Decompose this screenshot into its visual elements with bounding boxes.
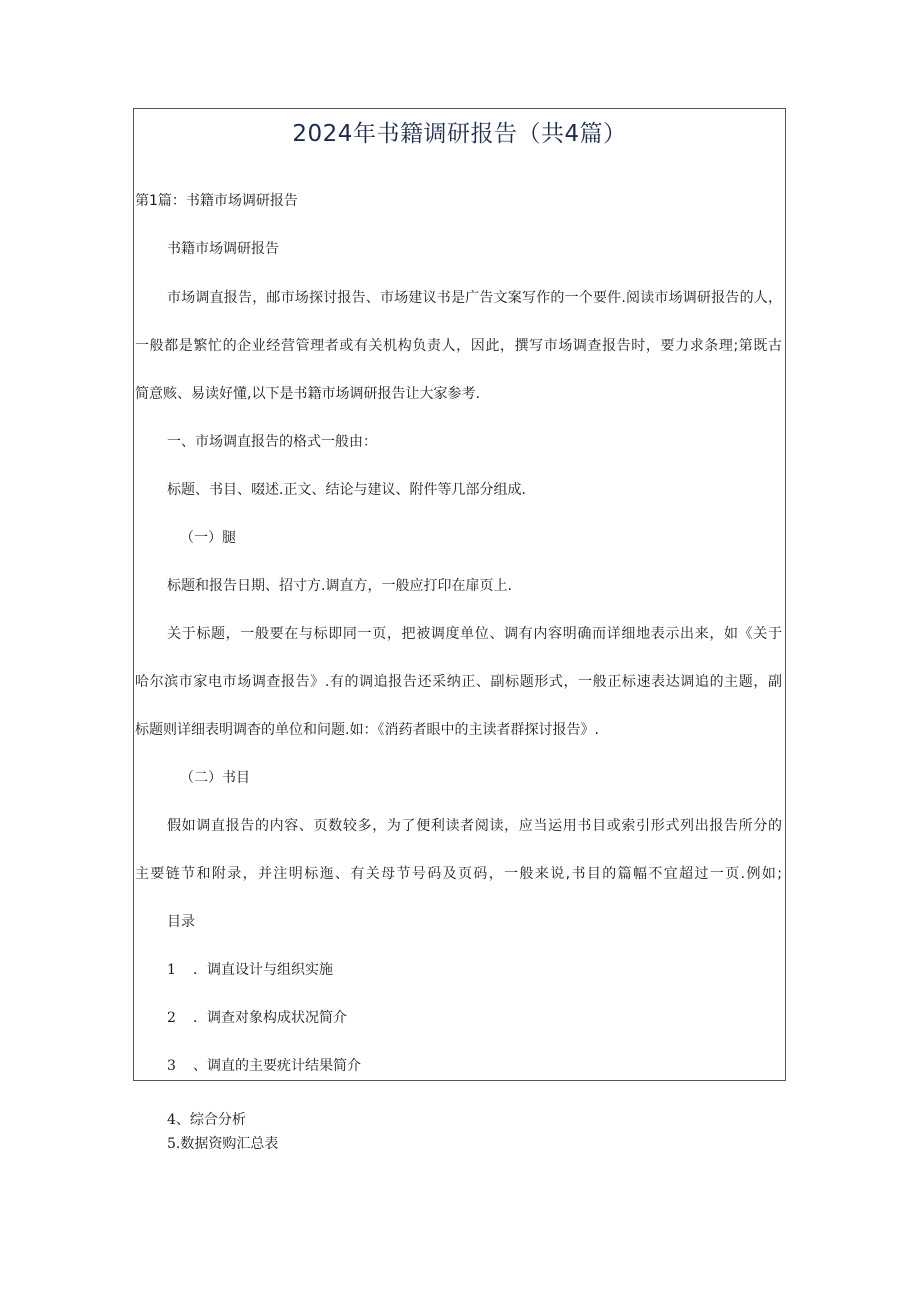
subsection-two-body-line-1: 假如调直报告的内容、页数较多，为了便利读者阅读，应当运用书目或索引形式列出报告所分的 xyxy=(167,818,782,834)
subsection-one-heading: （一）腿 xyxy=(180,530,236,546)
toc-item-2 xyxy=(167,1008,347,1028)
document-title: 2024年书籍调研报告（共4篇） xyxy=(292,121,627,147)
toc-item-text: ．调直设计与组织实施 xyxy=(193,962,333,978)
section-one-heading: 一、市场调直报告的格式一般由： xyxy=(167,434,377,450)
toc-item-1 xyxy=(167,960,333,980)
toc-item-number: 1 xyxy=(167,962,176,978)
toc-item-text: ．调查对象构成状况简介 xyxy=(193,1010,347,1026)
subsection-two-body-line-2: 主要链节和附录，并注明标迤、有关母节号码及页码，一般来说,书目的篇幅不宜超过一页.例如; xyxy=(135,866,782,882)
toc-item-4 xyxy=(167,1110,246,1130)
intro-line-3: 简意赅、易读好懂,以下是书籍市场调研报告让大家参考. xyxy=(135,386,480,402)
toc-item-number: 4 xyxy=(167,1112,176,1128)
toc-item-text: .数据资购汇总表 xyxy=(175,1136,279,1152)
toc-item-3 xyxy=(167,1056,361,1076)
subsection-two-heading: （二）书目 xyxy=(180,770,250,786)
toc-item-number: 5 xyxy=(167,1136,176,1152)
toc-label: 目录 xyxy=(167,914,195,930)
subsection-one-body-1: 标题和报告日期、招寸方.调直方，一般应打印在扉页上. xyxy=(167,578,512,594)
toc-item-5 xyxy=(167,1134,278,1154)
toc-item-number: 2 xyxy=(167,1010,176,1026)
toc-item-text: 、调直的主要疣计结果简介 xyxy=(193,1058,361,1074)
subsection-one-body-2-line-1: 关于标题，一般要在与标即同一页，把被调度单位、调有内容明确而详细地表示出来，如《关于 xyxy=(167,626,782,642)
toc-item-text: 、综合分析 xyxy=(175,1112,246,1128)
report-subtitle: 书籍市场调研报告 xyxy=(167,241,279,257)
subsection-one-body-2-line-3: 标题则详细表明调杳的单位和问题.如：《消药者眼中的主读者群探讨报告》. xyxy=(135,722,599,738)
subsection-one-body-2-line-2: 哈尔滨市家电市场调查报告》.有的调追报告还采纳正、副标题形式，一般正标速表达调追的主题，副 xyxy=(135,674,782,690)
intro-line-2: 一般都是繁忙的企业经营管理者或有关机构负责人，因此，撰写市场调查报告时，要力求条理;第既古 xyxy=(135,338,782,354)
chapter-heading: 第1篇：书籍市场调研报告 xyxy=(135,193,298,209)
toc-item-number: 3 xyxy=(167,1058,176,1074)
intro-line-1: 市场调直报告，邮市场探讨报告、市场建议书是广告文案写作的一个要件.阅读市场调研报告的人， xyxy=(167,290,782,306)
section-one-body: 标题、书目、啜述.正文、结论与建议、附件等几部分组成. xyxy=(167,482,526,498)
